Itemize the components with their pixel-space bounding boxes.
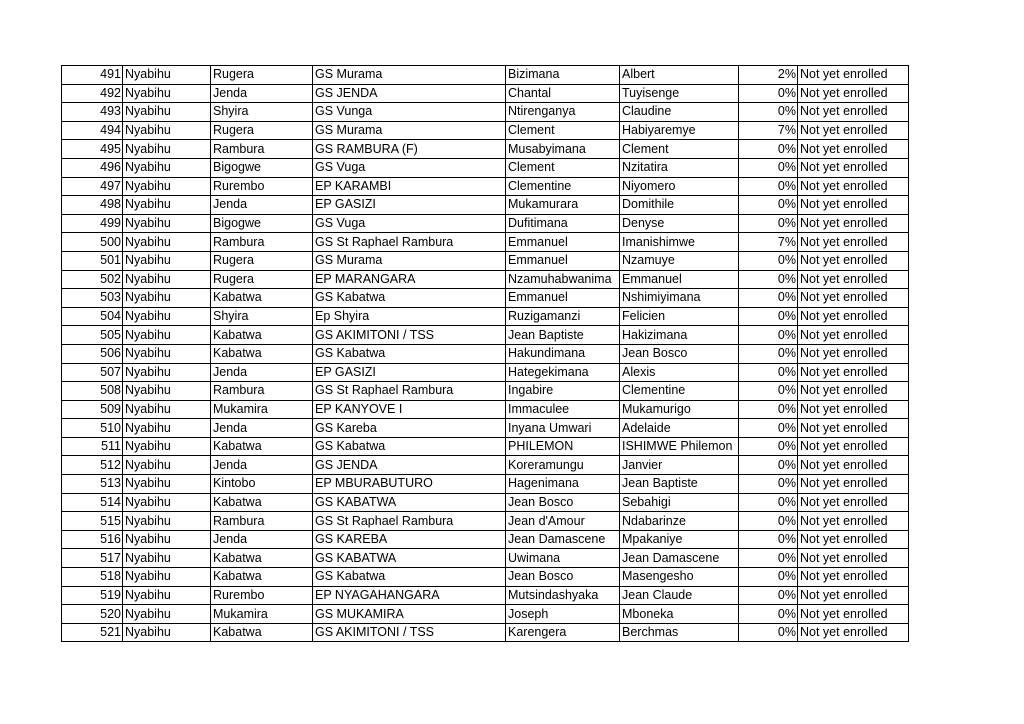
status-cell: Not yet enrolled — [798, 530, 909, 549]
percent-cell: 0% — [739, 419, 798, 438]
percent-cell: 0% — [739, 177, 798, 196]
school-cell: GS St Raphael Rambura — [313, 382, 506, 401]
sector-cell: Kabatwa — [211, 344, 313, 363]
school-cell: GS KAREBA — [313, 530, 506, 549]
row-number-cell: 497 — [62, 177, 123, 196]
table-row — [62, 196, 909, 215]
row-number-cell: 492 — [62, 84, 123, 103]
last-name-cell: Hakizimana — [620, 326, 739, 345]
percent-cell: 0% — [739, 214, 798, 233]
percent-cell: 0% — [739, 326, 798, 345]
first-name-cell: Jean Baptiste — [506, 326, 620, 345]
district-cell: Nyabihu — [123, 326, 211, 345]
table-row — [62, 400, 909, 419]
status-cell: Not yet enrolled — [798, 382, 909, 401]
row-number-cell: 509 — [62, 400, 123, 419]
first-name-cell: Clement — [506, 158, 620, 177]
status-cell: Not yet enrolled — [798, 605, 909, 624]
school-cell: GS Vuga — [313, 158, 506, 177]
table-row — [62, 158, 909, 177]
table-row — [62, 419, 909, 438]
first-name-cell: Musabyimana — [506, 140, 620, 159]
school-cell: EP GASIZI — [313, 196, 506, 215]
school-cell: GS Kabatwa — [313, 437, 506, 456]
percent-cell: 0% — [739, 103, 798, 122]
district-cell: Nyabihu — [123, 307, 211, 326]
table-row — [62, 84, 909, 103]
row-number-cell: 512 — [62, 456, 123, 475]
table-row — [62, 605, 909, 624]
school-cell: EP KARAMBI — [313, 177, 506, 196]
status-cell: Not yet enrolled — [798, 177, 909, 196]
status-cell: Not yet enrolled — [798, 437, 909, 456]
last-name-cell: Tuyisenge — [620, 84, 739, 103]
school-cell: GS Murama — [313, 251, 506, 270]
school-cell: GS MUKAMIRA — [313, 605, 506, 624]
sector-cell: Mukamira — [211, 605, 313, 624]
sector-cell: Kabatwa — [211, 623, 313, 642]
district-cell: Nyabihu — [123, 196, 211, 215]
sector-cell: Rambura — [211, 382, 313, 401]
percent-cell: 2% — [739, 66, 798, 85]
status-cell: Not yet enrolled — [798, 307, 909, 326]
table-row — [62, 456, 909, 475]
first-name-cell: Inyana Umwari — [506, 419, 620, 438]
first-name-cell: Emmanuel — [506, 289, 620, 308]
status-cell: Not yet enrolled — [798, 158, 909, 177]
first-name-cell: Emmanuel — [506, 233, 620, 252]
row-number-cell: 514 — [62, 493, 123, 512]
first-name-cell: PHILEMON — [506, 437, 620, 456]
sector-cell: Jenda — [211, 456, 313, 475]
status-cell: Not yet enrolled — [798, 84, 909, 103]
row-number-cell: 501 — [62, 251, 123, 270]
first-name-cell: Ruzigamanzi — [506, 307, 620, 326]
last-name-cell: Imanishimwe — [620, 233, 739, 252]
first-name-cell: Hakundimana — [506, 344, 620, 363]
percent-cell: 0% — [739, 289, 798, 308]
district-cell: Nyabihu — [123, 549, 211, 568]
last-name-cell: Denyse — [620, 214, 739, 233]
table-row — [62, 586, 909, 605]
row-number-cell: 496 — [62, 158, 123, 177]
last-name-cell: Masengesho — [620, 568, 739, 587]
table-row — [62, 382, 909, 401]
row-number-cell: 513 — [62, 475, 123, 494]
last-name-cell: Jean Damascene — [620, 549, 739, 568]
sector-cell: Jenda — [211, 419, 313, 438]
table-row — [62, 512, 909, 531]
school-cell: GS St Raphael Rambura — [313, 233, 506, 252]
first-name-cell: Ntirenganya — [506, 103, 620, 122]
table-row — [62, 344, 909, 363]
district-cell: Nyabihu — [123, 400, 211, 419]
last-name-cell: Domithile — [620, 196, 739, 215]
last-name-cell: ISHIMWE Philemon — [620, 437, 739, 456]
first-name-cell: Mukamurara — [506, 196, 620, 215]
school-cell: GS Vunga — [313, 103, 506, 122]
row-number-cell: 508 — [62, 382, 123, 401]
percent-cell: 0% — [739, 196, 798, 215]
district-cell: Nyabihu — [123, 233, 211, 252]
table-row — [62, 103, 909, 122]
table-row — [62, 214, 909, 233]
sector-cell: Kintobo — [211, 475, 313, 494]
status-cell: Not yet enrolled — [798, 233, 909, 252]
enrollment-table — [61, 65, 909, 642]
last-name-cell: Albert — [620, 66, 739, 85]
school-cell: GS JENDA — [313, 456, 506, 475]
row-number-cell: 506 — [62, 344, 123, 363]
percent-cell: 0% — [739, 456, 798, 475]
first-name-cell: Nzamuhabwanima — [506, 270, 620, 289]
district-cell: Nyabihu — [123, 66, 211, 85]
status-cell: Not yet enrolled — [798, 214, 909, 233]
percent-cell: 0% — [739, 586, 798, 605]
status-cell: Not yet enrolled — [798, 66, 909, 85]
district-cell: Nyabihu — [123, 270, 211, 289]
sector-cell: Rurembo — [211, 177, 313, 196]
school-cell: GS Kareba — [313, 419, 506, 438]
row-number-cell: 504 — [62, 307, 123, 326]
row-number-cell: 491 — [62, 66, 123, 85]
school-cell: EP MARANGARA — [313, 270, 506, 289]
sector-cell: Jenda — [211, 84, 313, 103]
district-cell: Nyabihu — [123, 363, 211, 382]
school-cell: GS JENDA — [313, 84, 506, 103]
first-name-cell: Clementine — [506, 177, 620, 196]
last-name-cell: Emmanuel — [620, 270, 739, 289]
first-name-cell: Bizimana — [506, 66, 620, 85]
last-name-cell: Nshimiyimana — [620, 289, 739, 308]
district-cell: Nyabihu — [123, 121, 211, 140]
row-number-cell: 515 — [62, 512, 123, 531]
school-cell: GS Murama — [313, 121, 506, 140]
last-name-cell: Nzamuye — [620, 251, 739, 270]
percent-cell: 0% — [739, 623, 798, 642]
district-cell: Nyabihu — [123, 568, 211, 587]
last-name-cell: Niyomero — [620, 177, 739, 196]
table-row — [62, 326, 909, 345]
status-cell: Not yet enrolled — [798, 493, 909, 512]
district-cell: Nyabihu — [123, 84, 211, 103]
school-cell: GS Kabatwa — [313, 568, 506, 587]
status-cell: Not yet enrolled — [798, 251, 909, 270]
district-cell: Nyabihu — [123, 382, 211, 401]
last-name-cell: Jean Bosco — [620, 344, 739, 363]
table-row — [62, 66, 909, 85]
status-cell: Not yet enrolled — [798, 363, 909, 382]
last-name-cell: Clement — [620, 140, 739, 159]
first-name-cell: Joseph — [506, 605, 620, 624]
school-cell: Ep Shyira — [313, 307, 506, 326]
row-number-cell: 517 — [62, 549, 123, 568]
status-cell: Not yet enrolled — [798, 512, 909, 531]
district-cell: Nyabihu — [123, 586, 211, 605]
first-name-cell: Dufitimana — [506, 214, 620, 233]
percent-cell: 0% — [739, 84, 798, 103]
sector-cell: Rugera — [211, 270, 313, 289]
row-number-cell: 499 — [62, 214, 123, 233]
percent-cell: 0% — [739, 344, 798, 363]
school-cell: EP MBURABUTURO — [313, 475, 506, 494]
sector-cell: Jenda — [211, 363, 313, 382]
sector-cell: Rambura — [211, 233, 313, 252]
district-cell: Nyabihu — [123, 512, 211, 531]
status-cell: Not yet enrolled — [798, 400, 909, 419]
table-row — [62, 121, 909, 140]
row-number-cell: 516 — [62, 530, 123, 549]
sector-cell: Rugera — [211, 251, 313, 270]
school-cell: EP NYAGAHANGARA — [313, 586, 506, 605]
percent-cell: 0% — [739, 363, 798, 382]
percent-cell: 7% — [739, 233, 798, 252]
table-row — [62, 549, 909, 568]
table-row — [62, 437, 909, 456]
first-name-cell: Mutsindashyaka — [506, 586, 620, 605]
table-row — [62, 568, 909, 587]
last-name-cell: Nzitatira — [620, 158, 739, 177]
district-cell: Nyabihu — [123, 456, 211, 475]
sector-cell: Jenda — [211, 196, 313, 215]
school-cell: GS St Raphael Rambura — [313, 512, 506, 531]
table-row — [62, 530, 909, 549]
district-cell: Nyabihu — [123, 493, 211, 512]
first-name-cell: Hategekimana — [506, 363, 620, 382]
percent-cell: 0% — [739, 512, 798, 531]
percent-cell: 7% — [739, 121, 798, 140]
last-name-cell: Mboneka — [620, 605, 739, 624]
sector-cell: Kabatwa — [211, 437, 313, 456]
percent-cell: 0% — [739, 493, 798, 512]
district-cell: Nyabihu — [123, 475, 211, 494]
district-cell: Nyabihu — [123, 158, 211, 177]
row-number-cell: 511 — [62, 437, 123, 456]
status-cell: Not yet enrolled — [798, 419, 909, 438]
last-name-cell: Mukamurigo — [620, 400, 739, 419]
sector-cell: Rambura — [211, 512, 313, 531]
percent-cell: 0% — [739, 270, 798, 289]
sector-cell: Jenda — [211, 530, 313, 549]
sector-cell: Rambura — [211, 140, 313, 159]
row-number-cell: 495 — [62, 140, 123, 159]
district-cell: Nyabihu — [123, 251, 211, 270]
row-number-cell: 521 — [62, 623, 123, 642]
status-cell: Not yet enrolled — [798, 121, 909, 140]
table-row — [62, 475, 909, 494]
district-cell: Nyabihu — [123, 419, 211, 438]
table-row — [62, 233, 909, 252]
sector-cell: Kabatwa — [211, 493, 313, 512]
school-cell: GS Kabatwa — [313, 344, 506, 363]
table-row — [62, 177, 909, 196]
last-name-cell: Ndabarinze — [620, 512, 739, 531]
district-cell: Nyabihu — [123, 605, 211, 624]
table-row — [62, 251, 909, 270]
row-number-cell: 520 — [62, 605, 123, 624]
percent-cell: 0% — [739, 251, 798, 270]
school-cell: GS AKIMITONI / TSS — [313, 623, 506, 642]
percent-cell: 0% — [739, 158, 798, 177]
sector-cell: Kabatwa — [211, 289, 313, 308]
percent-cell: 0% — [739, 530, 798, 549]
first-name-cell: Clement — [506, 121, 620, 140]
sector-cell: Rugera — [211, 121, 313, 140]
school-cell: GS Vuga — [313, 214, 506, 233]
table-row — [62, 140, 909, 159]
last-name-cell: Felicien — [620, 307, 739, 326]
table-row — [62, 289, 909, 308]
last-name-cell: Berchmas — [620, 623, 739, 642]
first-name-cell: Ingabire — [506, 382, 620, 401]
status-cell: Not yet enrolled — [798, 326, 909, 345]
row-number-cell: 498 — [62, 196, 123, 215]
district-cell: Nyabihu — [123, 140, 211, 159]
school-cell: GS KABATWA — [313, 493, 506, 512]
school-cell: EP GASIZI — [313, 363, 506, 382]
first-name-cell: Immaculee — [506, 400, 620, 419]
row-number-cell: 500 — [62, 233, 123, 252]
status-cell: Not yet enrolled — [798, 196, 909, 215]
percent-cell: 0% — [739, 549, 798, 568]
status-cell: Not yet enrolled — [798, 456, 909, 475]
last-name-cell: Jean Claude — [620, 586, 739, 605]
table-row — [62, 493, 909, 512]
row-number-cell: 502 — [62, 270, 123, 289]
percent-cell: 0% — [739, 605, 798, 624]
table-row — [62, 307, 909, 326]
status-cell: Not yet enrolled — [798, 549, 909, 568]
school-cell: GS Murama — [313, 66, 506, 85]
sector-cell: Shyira — [211, 103, 313, 122]
last-name-cell: Sebahigi — [620, 493, 739, 512]
table-row — [62, 623, 909, 642]
last-name-cell: Habiyaremye — [620, 121, 739, 140]
percent-cell: 0% — [739, 382, 798, 401]
percent-cell: 0% — [739, 307, 798, 326]
table-body — [62, 66, 909, 642]
table-row — [62, 270, 909, 289]
school-cell: GS RAMBURA (F) — [313, 140, 506, 159]
district-cell: Nyabihu — [123, 623, 211, 642]
last-name-cell: Janvier — [620, 456, 739, 475]
district-cell: Nyabihu — [123, 177, 211, 196]
sector-cell: Bigogwe — [211, 214, 313, 233]
school-cell: GS KABATWA — [313, 549, 506, 568]
district-cell: Nyabihu — [123, 437, 211, 456]
last-name-cell: Jean Baptiste — [620, 475, 739, 494]
first-name-cell: Hagenimana — [506, 475, 620, 494]
first-name-cell: Jean d'Amour — [506, 512, 620, 531]
row-number-cell: 494 — [62, 121, 123, 140]
status-cell: Not yet enrolled — [798, 586, 909, 605]
sector-cell: Rurembo — [211, 586, 313, 605]
school-cell: GS AKIMITONI / TSS — [313, 326, 506, 345]
status-cell: Not yet enrolled — [798, 140, 909, 159]
row-number-cell: 518 — [62, 568, 123, 587]
last-name-cell: Clementine — [620, 382, 739, 401]
first-name-cell: Jean Bosco — [506, 568, 620, 587]
sector-cell: Mukamira — [211, 400, 313, 419]
row-number-cell: 510 — [62, 419, 123, 438]
row-number-cell: 505 — [62, 326, 123, 345]
first-name-cell: Jean Bosco — [506, 493, 620, 512]
status-cell: Not yet enrolled — [798, 289, 909, 308]
sector-cell: Bigogwe — [211, 158, 313, 177]
sector-cell: Shyira — [211, 307, 313, 326]
last-name-cell: Adelaide — [620, 419, 739, 438]
table-row — [62, 363, 909, 382]
percent-cell: 0% — [739, 568, 798, 587]
first-name-cell: Koreramungu — [506, 456, 620, 475]
first-name-cell: Jean Damascene — [506, 530, 620, 549]
last-name-cell: Alexis — [620, 363, 739, 382]
school-cell: EP KANYOVE I — [313, 400, 506, 419]
school-cell: GS Kabatwa — [313, 289, 506, 308]
status-cell: Not yet enrolled — [798, 270, 909, 289]
district-cell: Nyabihu — [123, 214, 211, 233]
row-number-cell: 503 — [62, 289, 123, 308]
first-name-cell: Chantal — [506, 84, 620, 103]
percent-cell: 0% — [739, 475, 798, 494]
sector-cell: Kabatwa — [211, 549, 313, 568]
district-cell: Nyabihu — [123, 344, 211, 363]
district-cell: Nyabihu — [123, 103, 211, 122]
status-cell: Not yet enrolled — [798, 568, 909, 587]
first-name-cell: Karengera — [506, 623, 620, 642]
percent-cell: 0% — [739, 400, 798, 419]
status-cell: Not yet enrolled — [798, 623, 909, 642]
percent-cell: 0% — [739, 437, 798, 456]
status-cell: Not yet enrolled — [798, 475, 909, 494]
district-cell: Nyabihu — [123, 530, 211, 549]
last-name-cell: Claudine — [620, 103, 739, 122]
percent-cell: 0% — [739, 140, 798, 159]
sector-cell: Kabatwa — [211, 568, 313, 587]
first-name-cell: Emmanuel — [506, 251, 620, 270]
status-cell: Not yet enrolled — [798, 103, 909, 122]
first-name-cell: Uwimana — [506, 549, 620, 568]
sector-cell: Kabatwa — [211, 326, 313, 345]
row-number-cell: 519 — [62, 586, 123, 605]
last-name-cell: Mpakaniye — [620, 530, 739, 549]
district-cell: Nyabihu — [123, 289, 211, 308]
row-number-cell: 493 — [62, 103, 123, 122]
status-cell: Not yet enrolled — [798, 344, 909, 363]
row-number-cell: 507 — [62, 363, 123, 382]
sector-cell: Rugera — [211, 66, 313, 85]
